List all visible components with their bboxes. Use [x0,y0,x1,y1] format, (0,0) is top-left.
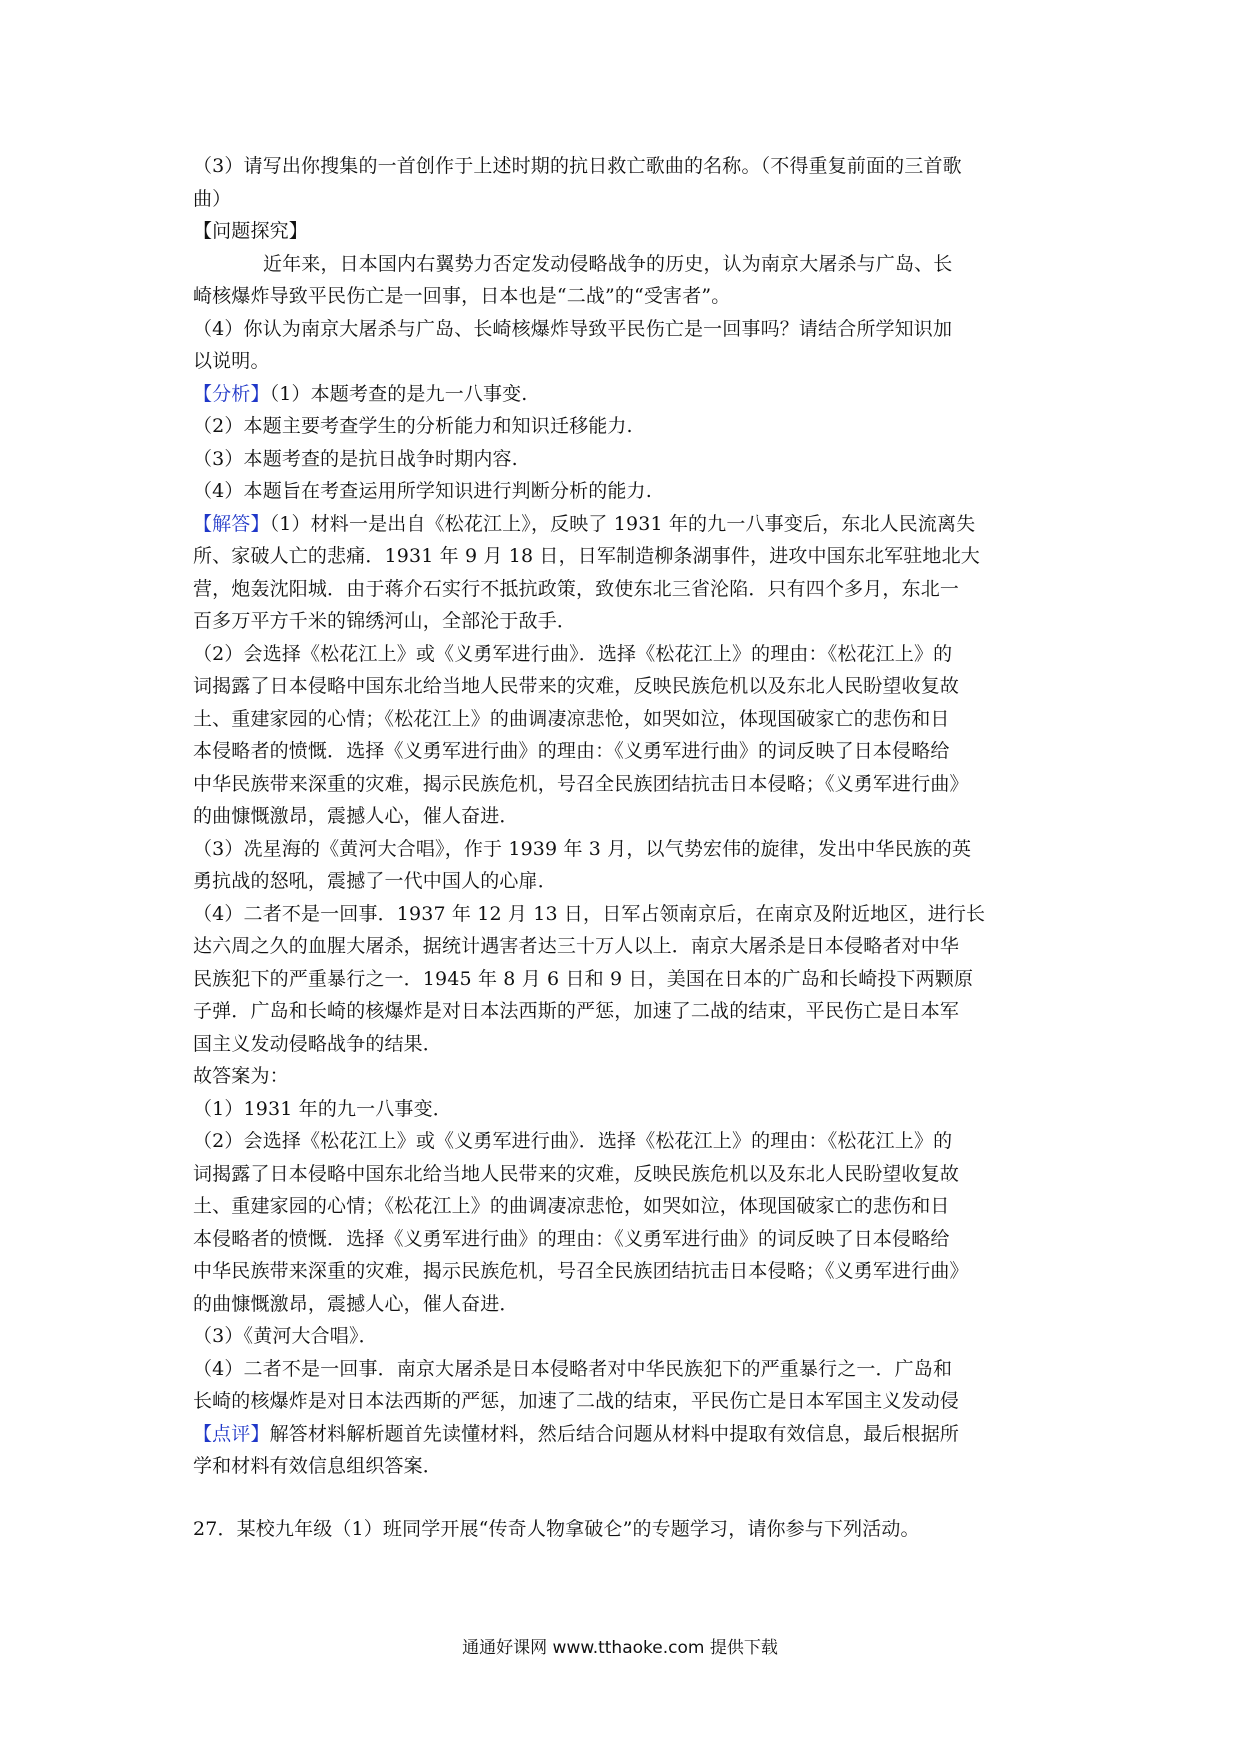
answer-line: （2）会选择《松花江上》或《义勇军进行曲》．选择《松花江上》的理由：《松花江上》的 [193,1130,953,1152]
spacer [193,1483,1055,1513]
comment-line [193,1418,1055,1451]
answer-line: 土、重建家园的心情；《松花江上》的曲调凄凉悲怆，如哭如泣，体现国破家亡的悲伤和日 [193,1195,950,1217]
question-4-line: （4）你认为南京大屠杀与广岛、长崎核爆炸导致平民伤亡是一回事吗？请结合所学知识加 [193,317,953,340]
answer-line: （3）冼星海的《黄河大合唱》，作于 1939 年 3 月，以气势宏伟的旋律，发出中华民族的英 [193,837,972,860]
answer-line: （4）二者不是一回事．1937 年 12 月 13 日，日军占领南京后，在南京及附近地区，进行长 [193,902,986,925]
answer-line: （1）1931 年的九一八事变． [193,1097,452,1120]
analysis-line: （3）本题考查的是抗日战争时期内容. [193,447,518,470]
question-3-line-1: （3）请写出你搜集的一首创作于上述时期的抗日救亡歌曲的名称。（不得重复前面的三首歌 [193,155,962,177]
section-heading-explore: 【问题探究】 [193,220,308,242]
analysis-line [193,378,1055,411]
answer-line: 所、家破人亡的悲痛．1931 年 9 月 18 日，日军制造柳条湖事件，进攻中国东北军驻地北大 [193,545,980,567]
answer-line: 词揭露了日本侵略中国东北给当地人民带来的灾难，反映民族危机以及东北人民盼望收复故 [193,1162,960,1185]
answer-line: 土、重建家园的心情；《松花江上》的曲调凄凉悲怆，如哭如泣，体现国破家亡的悲伤和日 [193,707,950,730]
answer-line: 的曲慷慨激昂，震撼人心，催人奋进． [193,805,519,827]
comment-tag: 【点评】 [193,1422,270,1445]
question-3-line-2: 曲） [193,187,232,210]
analysis-line: （2）本题主要考查学生的分析能力和知识迁移能力. [193,415,633,437]
answer-tag: 【解答】 [193,512,270,535]
answer-line: 中华民族带来深重的灾难，揭示民族危机，号召全民族团结抗击日本侵略；《义勇军进行曲》 [193,772,969,795]
analysis-line: （4）本题旨在考查运用所学知识进行判断分析的能力. [193,480,652,502]
explore-line: 近年来，日本国内右翼势力否定发动侵略战争的历史，认为南京大屠杀与广岛、长 [263,252,953,275]
answer-line: （4）二者不是一回事．南京大屠杀是日本侵略者对中华民族犯下的严重暴行之一．广岛和 [193,1357,953,1380]
answer-line: （3）《黄河大合唱》． [193,1325,378,1347]
analysis-tag: 【分析】 [193,382,270,405]
answer-line: 本侵略者的愤慨．选择《义勇军进行曲》的理由：《义勇军进行曲》的词反映了日本侵略给 [193,740,950,762]
explore-line: 崎核爆炸导致平民伤亡是一回事，日本也是“二战”的“受害者”。 [193,285,731,307]
answer-line: 民族犯下的严重暴行之一．1945 年 8 月 6 日和 9 日，美国在日本的广岛和长崎投下两颗原 [193,967,974,990]
comment-line: 学和材料有效信息组织答案． [193,1455,442,1477]
answer-line: （2）会选择《松花江上》或《义勇军进行曲》．选择《松花江上》的理由：《松花江上》的 [193,642,953,665]
answer-line: 词揭露了日本侵略中国东北给当地人民带来的灾难，反映民族危机以及东北人民盼望收复故 [193,675,960,697]
comment-text: 解答材料解析题首先读懂材料，然后结合问题从材料中提取有效信息，最后根据所 [269,1422,960,1445]
question-27: 27．某校九年级（1）班同学开展“传奇人物拿破仑”的专题学习，请你参与下列活动。 [193,1517,920,1540]
answer-line: 子弹．广岛和长崎的核爆炸是对日本法西斯的严惩，加速了二战的结束，平民伤亡是日本军 [193,1000,960,1022]
answer-line: 百多万平方千米的锦绣河山，全部沦于敌手． [193,610,577,632]
analysis-text: （1）本题考查的是九一八事变. [269,382,528,405]
answer-line: 的曲慷慨激昂，震撼人心，催人奋进． [193,1292,519,1315]
question-4-line: 以说明。 [193,350,270,372]
answer-line: 故答案为： [193,1065,289,1087]
answer-line: 中华民族带来深重的灾难，揭示民族危机，号召全民族团结抗击日本侵略；《义勇军进行曲》 [193,1260,969,1282]
answer-line: 勇抗战的怒吼，震撼了一代中国人的心扉． [193,870,557,892]
answer-line [193,508,1055,541]
answer-text: （1）材料一是出自《松花江上》，反映了 1931 年的九一八事变后，东北人民流离失 [269,512,976,535]
page-footer: 通通好课网 www.tthaoke.com 提供下载 [462,1638,778,1658]
answer-line: 达六周之久的血腥大屠杀，据统计遇害者达三十万人以上．南京大屠杀是日本侵略者对中华 [193,935,960,957]
answer-line: 长崎的核爆炸是对日本法西斯的严惩，加速了二战的结束，平民伤亡是日本军国主义发动侵 [193,1390,960,1412]
document-body [193,150,1055,1545]
answer-line: 国主义发动侵略战争的结果． [193,1032,442,1055]
answer-line: 本侵略者的愤慨．选择《义勇军进行曲》的理由：《义勇军进行曲》的词反映了日本侵略给 [193,1227,950,1250]
answer-line: 营，炮轰沈阳城．由于蒋介石实行不抵抗政策，致使东北三省沦陷．只有四个多月，东北一 [193,577,960,600]
